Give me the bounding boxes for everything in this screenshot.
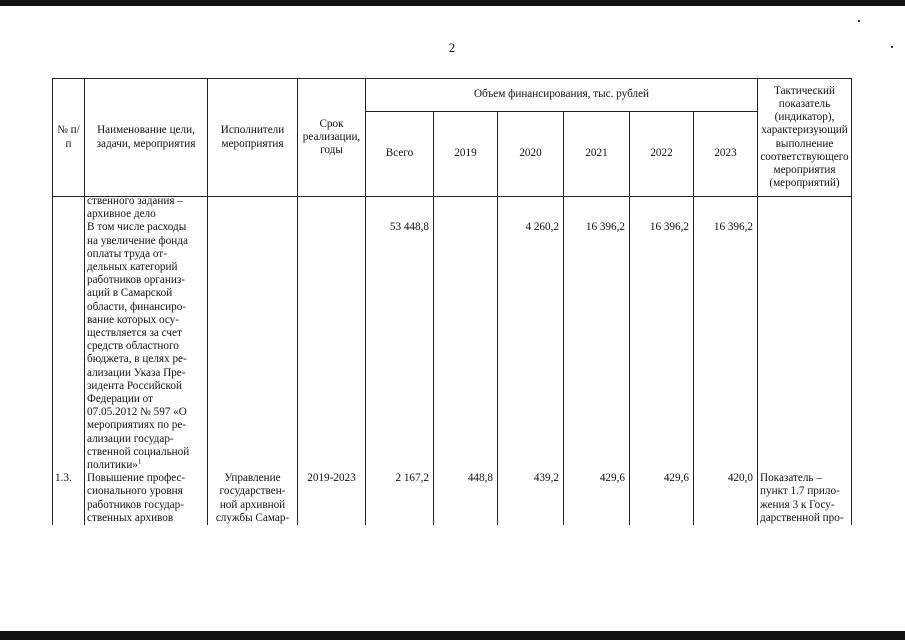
page-number: 2 xyxy=(448,40,456,55)
row-period: 2019-2023 xyxy=(298,472,366,525)
value-2021 xyxy=(564,197,630,222)
scan-bottom-border xyxy=(0,631,905,640)
row-executor xyxy=(208,197,298,222)
name-line: ственного задания – xyxy=(87,195,183,207)
value-2019 xyxy=(434,197,498,222)
executor-line: Управление xyxy=(224,472,281,485)
header-executors: Исполнители мероприятия xyxy=(208,79,298,197)
row-executor xyxy=(208,221,298,472)
row-indicator xyxy=(758,221,852,472)
name-line: области, финансиро- xyxy=(87,300,187,313)
scan-speck xyxy=(891,46,893,48)
table-row xyxy=(53,221,852,472)
header-funding-group: Объем финансирования, тыс. рублей xyxy=(366,79,758,112)
header-year: 2019 xyxy=(434,112,498,197)
name-line: ственных архивов xyxy=(87,511,174,524)
header-name: Наименование цели, задачи, мероприятия xyxy=(85,79,208,197)
row-name xyxy=(85,221,208,472)
value-2022: 16 396,2 xyxy=(630,221,694,472)
header-num: № п/п xyxy=(53,79,85,197)
executor-line: государствен- xyxy=(219,485,286,498)
row-period xyxy=(298,197,366,222)
name-line: вание которых осу- xyxy=(87,313,179,326)
name-line: мероприятиях по ре- xyxy=(87,419,187,432)
value-2022: 429,6 xyxy=(630,472,694,525)
row-num xyxy=(53,197,85,222)
indicator-line: жения 3 к Госу- xyxy=(760,498,835,511)
executor-line: ной архивной xyxy=(219,498,286,511)
footnote-marker: 1 xyxy=(137,457,142,466)
row-period xyxy=(298,221,366,472)
name-line: 07.05.2012 № 597 «О xyxy=(87,406,187,419)
name-line: ализации государ- xyxy=(87,432,174,445)
value-2023: 16 396,2 xyxy=(694,221,758,472)
name-line: бюджета, в целях ре- xyxy=(87,353,187,366)
name-line: политики» xyxy=(87,459,138,472)
name-line: ализации Указа Пре- xyxy=(87,366,186,379)
name-line: архивное дело xyxy=(87,208,156,221)
name-line: Повышение профес- xyxy=(87,472,186,485)
table-row xyxy=(53,472,852,525)
name-line: работников организ- xyxy=(87,274,185,287)
value-2020 xyxy=(498,197,564,222)
value-2022 xyxy=(630,197,694,222)
indicator-line: пункт 1.7 прило- xyxy=(760,485,840,498)
value-2023: 420,0 xyxy=(694,472,758,525)
executor-line: службы Самар- xyxy=(215,511,290,524)
value-2019: 448,8 xyxy=(434,472,498,525)
indicator-line: дарственной про- xyxy=(760,511,844,524)
header-indicator: Тактический показатель (индикатор), характеризующий выполнение соответствующего мероприятия (мероприятий) xyxy=(758,79,852,197)
row-name xyxy=(85,197,208,222)
value-2023 xyxy=(694,197,758,222)
value-total: 2 167,2 xyxy=(366,472,434,525)
value-2021: 16 396,2 xyxy=(564,221,630,472)
financing-table xyxy=(52,78,852,525)
name-line: работников государ- xyxy=(87,498,184,511)
header-year: 2020 xyxy=(498,112,564,197)
name-line: аций в Самарской xyxy=(87,287,173,300)
value-2019 xyxy=(434,221,498,472)
row-indicator xyxy=(758,472,852,525)
value-total: 53 448,8 xyxy=(366,221,434,472)
value-2021: 429,6 xyxy=(564,472,630,525)
name-line: ственной социальной xyxy=(87,445,190,458)
header-period: Срок реализации, годы xyxy=(298,79,366,197)
scan-speck xyxy=(858,20,860,22)
name-line: сионального уровня xyxy=(87,485,183,498)
name-line: средств областного xyxy=(87,340,179,353)
scan-top-border xyxy=(0,0,905,6)
indicator-line: Показатель – xyxy=(760,472,822,485)
name-line: ществляется за счет xyxy=(87,327,182,340)
header-year: 2023 xyxy=(694,112,758,197)
name-line: В том числе расходы xyxy=(87,221,187,234)
header-total: Всего xyxy=(366,112,434,197)
row-indicator xyxy=(758,197,852,222)
value-total xyxy=(366,197,434,222)
name-line: дельных категорий xyxy=(87,261,178,274)
row-num: 1.3. xyxy=(53,472,85,525)
value-2020: 439,2 xyxy=(498,472,564,525)
row-executor xyxy=(208,472,298,525)
name-line: оплаты труда от- xyxy=(87,247,167,260)
name-line: на увеличение фонда xyxy=(87,234,188,247)
name-line: Федерации от xyxy=(87,393,153,406)
header-year: 2021 xyxy=(564,112,630,197)
name-line: зидента Российской xyxy=(87,379,182,392)
table-row xyxy=(53,197,852,222)
value-2020: 4 260,2 xyxy=(498,221,564,472)
header-year: 2022 xyxy=(630,112,694,197)
row-num xyxy=(53,221,85,472)
row-name xyxy=(85,472,208,525)
